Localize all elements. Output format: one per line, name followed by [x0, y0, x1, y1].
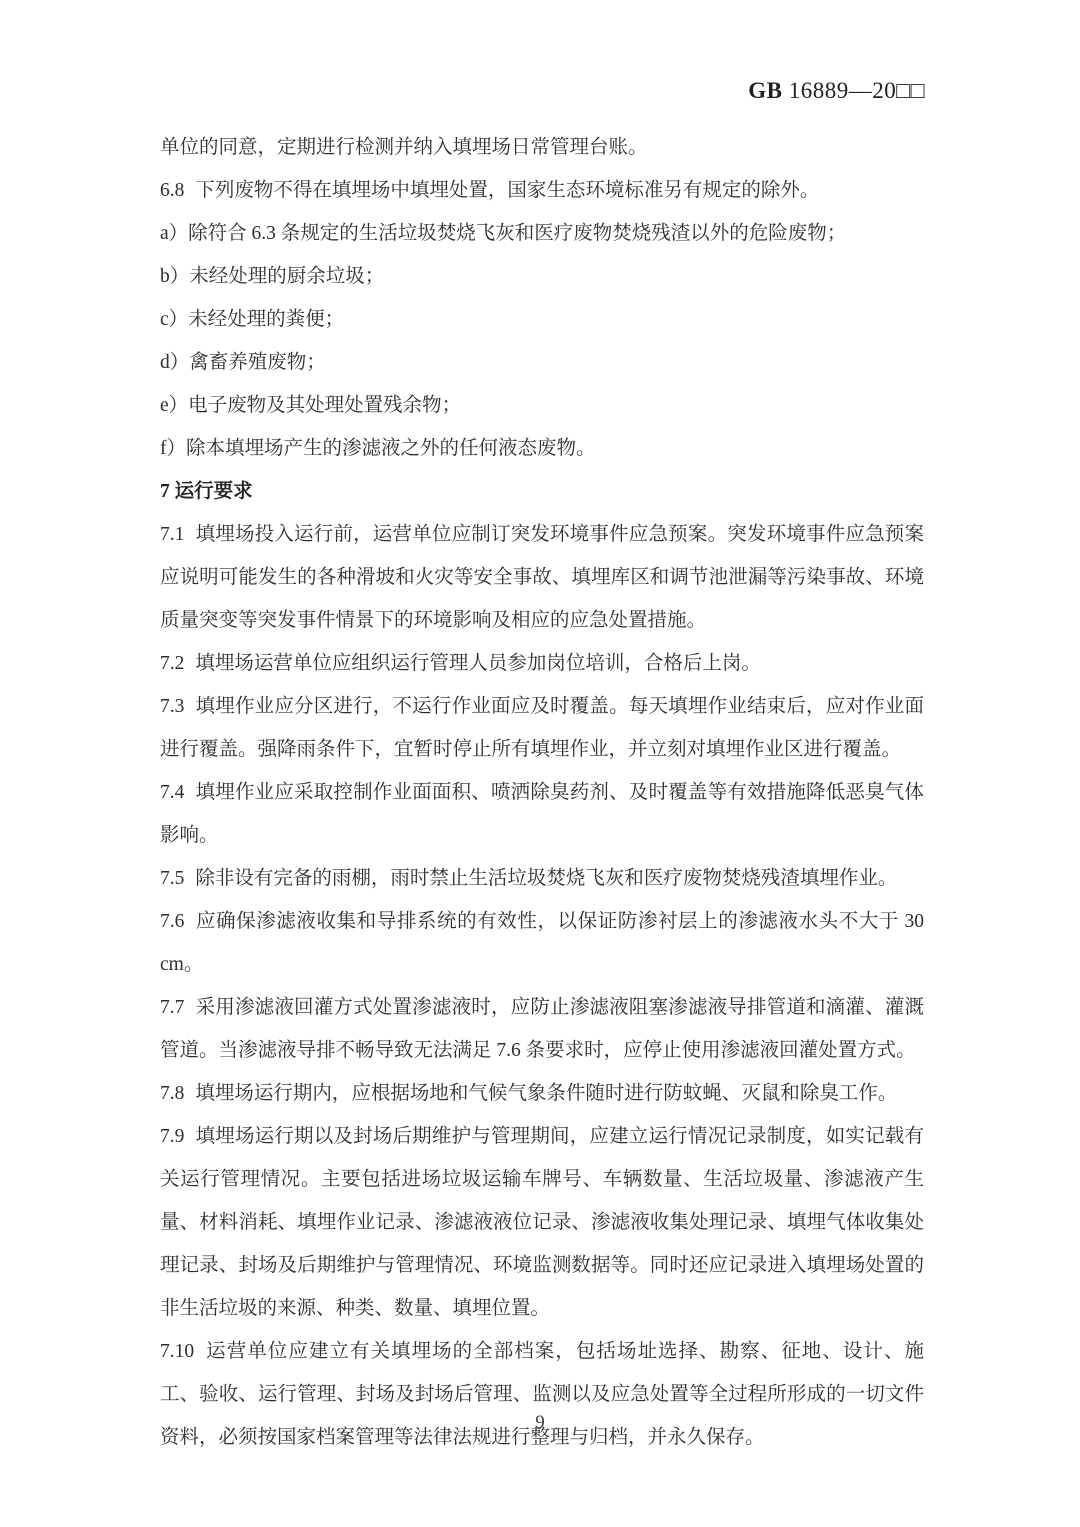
- clause-number: 6.8: [160, 180, 185, 201]
- clause-7-5: [160, 857, 924, 900]
- clause-text: 下列废物不得在填埋场中填埋处置，国家生态环境标准另有规定的除外。: [195, 180, 820, 201]
- clause-number: 7.2: [160, 653, 185, 674]
- clause-text: 填埋场投入运行前，运营单位应制订突发环境事件应急预案。突发环境事件应急预案应说明可能发生的各种滑坡和火灾等安全事故、填埋库区和调节池泄漏等污染事故、环境质量突变等突发事件情景下的环境影响及相应的应急处置措施。: [160, 524, 924, 631]
- clause-text: 应确保渗滤液收集和导排系统的有效性，以保证防渗衬层上的渗滤液水头不大于 30 cm。: [160, 911, 924, 975]
- section-7-heading: 7 运行要求: [160, 481, 253, 502]
- clause-text: 运营单位应建立有关填埋场的全部档案，包括场址选择、勘察、征地、设计、施工、验收、运行管理、封场及封场后管理、监测以及应急处置等全过程所形成的一切文件资料，必须按国家档案管理等法律法规进行整理与归档，并永久保存。: [160, 1341, 924, 1448]
- clause-text: 填埋作业应分区进行，不运行作业面应及时覆盖。每天填埋作业结束后，应对作业面进行覆盖。强降雨条件下，宜暂时停止所有填埋作业，并立刻对填埋作业区进行覆盖。: [160, 696, 924, 760]
- clause-number: 7.5: [160, 868, 185, 889]
- clause-number: 7.4: [160, 782, 185, 803]
- clause-number: 7.10: [160, 1341, 195, 1362]
- clause-7-3: [160, 685, 924, 771]
- list-item-d: d）禽畜养殖废物；: [160, 352, 326, 373]
- clause-7-1: [160, 513, 924, 642]
- clause-7-8: [160, 1072, 924, 1115]
- clause-number: 7.6: [160, 911, 185, 932]
- clause-text: 除非设有完备的雨棚，雨时禁止生活垃圾焚烧飞灰和医疗废物焚烧残渣填埋作业。: [195, 868, 898, 889]
- clause-7-6: [160, 900, 924, 986]
- page-header: [748, 78, 925, 104]
- clause-number: 7.9: [160, 1126, 185, 1147]
- list-item-e: e）电子废物及其处理处置残余物；: [160, 395, 462, 416]
- clause-6-8: [160, 169, 924, 212]
- clause-text: 填埋场运行期以及封场后期维护与管理期间，应建立运行情况记录制度，如实记载有关运行管理情况。主要包括进场垃圾运输车牌号、车辆数量、生活垃圾量、渗滤液产生量、材料消耗、填埋作业记录、渗滤液液位记录、渗滤液收集处理记录、填埋气体收集处理记录、封场及后期维护与管理情况、环境监测数据等。同时还应记录进入填埋场处置的非生活垃圾的来源、种类、数量、填埋位置。: [160, 1126, 924, 1319]
- clause-7-7: [160, 986, 924, 1072]
- list-item-c: c）未经处理的粪便；: [160, 309, 345, 330]
- document-body: [160, 126, 924, 1459]
- clause-text: 填埋作业应采取控制作业面面积、喷洒除臭药剂、及时覆盖等有效措施降低恶臭气体影响。: [160, 782, 924, 846]
- clause-text: 采用渗滤液回灌方式处置渗滤液时，应防止渗滤液阻塞渗滤液导排管道和滴灌、灌溉管道。当渗滤液导排不畅导致无法满足 7.6 条要求时，应停止使用渗滤液回灌处置方式。: [160, 997, 924, 1061]
- list-item-f: f）除本填埋场产生的渗滤液之外的任何液态废物。: [160, 438, 596, 459]
- clause-number: 7.8: [160, 1083, 185, 1104]
- standard-code-prefix: GB: [748, 78, 783, 103]
- clause-text: 填埋场运营单位应组织运行管理人员参加岗位培训，合格后上岗。: [195, 653, 761, 674]
- page-number: 9: [535, 1412, 545, 1433]
- clause-number: 7.3: [160, 696, 185, 717]
- paragraph-continuation: 单位的同意，定期进行检测并纳入填埋场日常管理台账。: [160, 137, 648, 158]
- clause-number: 7.7: [160, 997, 185, 1018]
- clause-7-9: [160, 1115, 924, 1330]
- clause-text: 填埋场运行期内，应根据场地和气候气象条件随时进行防蚊蝇、灭鼠和除臭工作。: [195, 1083, 898, 1104]
- clause-number: 7.1: [160, 524, 185, 545]
- standard-code-number: 16889—20□□: [782, 78, 925, 103]
- clause-7-4: [160, 771, 924, 857]
- page-footer: [0, 1412, 1080, 1434]
- clause-7-10: [160, 1330, 924, 1459]
- clause-7-2: [160, 642, 924, 685]
- list-item-b: b）未经处理的厨余垃圾；: [160, 266, 385, 287]
- list-item-a: a）除符合 6.3 条规定的生活垃圾焚烧飞灰和医疗废物焚烧残渣以外的危险废物；: [160, 223, 847, 244]
